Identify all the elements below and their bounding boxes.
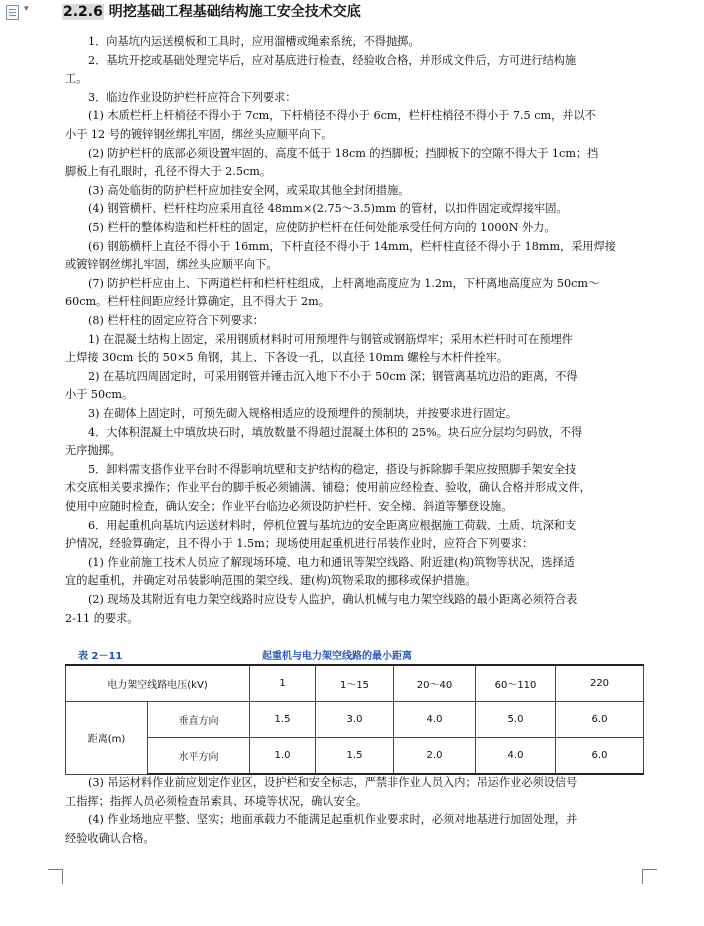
min-distance-table xyxy=(65,664,644,775)
voltage-cell: 1～15 xyxy=(316,665,394,702)
text-line: 无序抛掷。 xyxy=(65,444,121,458)
text-line: 宜的起重机，并确定对吊装影响范围的架空线、建(构)筑物采取的挪移或保护措施。 xyxy=(65,574,477,588)
value-cell: 2.0 xyxy=(394,738,476,775)
text-line: 工。 xyxy=(65,72,88,86)
text-line: 2-11 的要求。 xyxy=(65,611,139,625)
table-row xyxy=(66,738,644,775)
text-line: (1) 作业前施工技术人员应了解现场环境、电力和通讯等架空线路、附近建(构)筑物等状况，选择适 xyxy=(88,555,575,569)
value-cell: 5.0 xyxy=(476,702,556,738)
row-label-cell: 水平方向 xyxy=(148,738,250,775)
text-line: 4．大体积混凝土中填放块石时，填放数量不得超过混凝土体积的 25%。块石应分层均匀码放，不得 xyxy=(88,425,583,439)
voltage-cell: 20～40 xyxy=(394,665,476,702)
text-line: 脚板上有孔眼时，孔径不得大于 2.5cm。 xyxy=(65,165,272,179)
text-line: (4) 作业场地应平整、坚实；地面承载力不能满足起重机作业要求时，必须对地基进行加固处理，并 xyxy=(88,813,578,827)
text-line: 小于 50cm。 xyxy=(65,388,134,402)
text-line: 上焊接 30cm 长的 50×5 角钢，其上、下各设一孔，以直径 10mm 螺栓与木杆件拴牢。 xyxy=(65,351,509,365)
text-line: 小于 12 号的镀锌钢丝绑扎牢固，绑丝头应顺平向下。 xyxy=(65,128,333,141)
table-number: 表 2－11 xyxy=(78,651,123,662)
section-title: 明挖基础工程基础结构施工安全技术交底 xyxy=(108,4,361,20)
text-line: (4) 钢管横杆、栏杆柱均应采用直径 48mm×(2.75～3.5)mm 的管材，以扣件固定或焊接牢固。 xyxy=(88,202,568,216)
value-cell: 4.0 xyxy=(476,738,556,775)
voltage-cell: 220 xyxy=(556,665,644,702)
value-cell: 3.0 xyxy=(316,702,394,738)
text-line: 3) 在砌体上固定时，可预先砌入规格相适应的设预埋件的预制块，并按要求进行固定。 xyxy=(88,407,517,420)
text-line: 术交底相关要求操作；作业平台的脚手板必须铺满、铺稳；使用前应经检查、验收，确认合格并形成文件， xyxy=(65,481,591,495)
text-line: (3) 吊运材料作业前应划定作业区，设护栏和安全标志，严禁非作业人员入内；吊运作业必须设信号 xyxy=(88,776,578,789)
text-line: (7) 防护栏杆应由上、下两道栏杆和栏杆柱组成，上杆离地高度应为 1.2m，下杆离地高度应为 50cm～ xyxy=(88,276,600,290)
value-cell: 1.5 xyxy=(250,702,316,738)
section-number: 2.2.6 xyxy=(63,4,103,20)
text-line: 6．用起重机向基坑内运送材料时，停机位置与基坑边的安全距离应根据施工荷载、土质、坑深和支 xyxy=(88,518,577,532)
voltage-cell: 60～110 xyxy=(476,665,556,702)
text-line: 使用中应随时检查，确认安全；作业平台临边必须设防护栏杆、安全梯、斜道等攀登设施。 xyxy=(65,500,513,513)
text-line: 60cm。栏杆柱间距应经计算确定，且不得大于 2m。 xyxy=(65,295,330,309)
value-cell: 6.0 xyxy=(556,702,644,738)
value-cell: 4.0 xyxy=(394,702,476,738)
text-line: 经验收确认合格。 xyxy=(65,831,155,845)
collapse-arrow-icon[interactable]: ▾ xyxy=(24,4,29,14)
page-margin-mark xyxy=(642,869,657,884)
text-line: 5．卸料需支搭作业平台时不得影响坑壁和支护结构的稳定，搭设与拆除脚手架应按照脚手架安全技 xyxy=(88,462,577,476)
text-line: (3) 高处临街的防护栏杆应加挂安全网，或采取其他全封闭措施。 xyxy=(88,183,410,197)
text-line: (5) 栏杆的整体构造和栏杆柱的固定，应使防护栏杆在任何处能承受任何方向的 1000N 外力。 xyxy=(88,221,556,234)
row-label-cell: 垂直方向 xyxy=(148,702,250,738)
text-line: 或镀锌钢丝绑扎牢固，绑丝头应顺平向下。 xyxy=(65,258,278,272)
distance-group-cell: 距离(m) xyxy=(66,702,148,775)
text-line: (8) 栏杆柱的固定应符合下列要求： xyxy=(88,314,265,327)
text-line: 1．向基坑内运送模板和工具时，应用溜槽或绳索系统，不得抛掷。 xyxy=(88,35,420,48)
voltage-header-cell: 电力架空线路电压(kV) xyxy=(66,665,250,702)
document-icon xyxy=(6,5,19,20)
text-line: 工指挥；指挥人员必须检查吊索具、环境等状况，确认安全。 xyxy=(65,794,368,808)
section-heading xyxy=(62,2,361,22)
table-header-row xyxy=(66,665,644,702)
text-line: (2) 现场及其附近有电力架空线路时应设专人监护，确认机械与电力架空线路的最小距离必须符合表 xyxy=(88,593,578,606)
value-cell: 1.5 xyxy=(316,738,394,775)
text-line: 2) 在基坑四周固定时，可采用钢管并锤击沉入地下不小于 50cm 深；钢管离基坑边沿的距离，不得 xyxy=(88,369,578,383)
text-line: 护情况，经验算确定，且不得小于 1.5m；现场使用起重机进行吊装作业时，应符合下列要求： xyxy=(65,537,534,551)
text-line: 2．基坑开挖或基础处理完毕后，应对基底进行检查，经验收合格，并形成文件后，方可进行结构施 xyxy=(88,53,577,67)
voltage-cell: 1 xyxy=(250,665,316,702)
text-line: 3．临边作业设防护栏杆应符合下列要求： xyxy=(88,90,297,104)
text-line: (6) 钢筋横杆上直径不得小于 16mm，下杆直径不得小于 14mm，栏杆柱直径不得小于 18mm，采用焊接 xyxy=(88,239,616,253)
table-row xyxy=(66,702,644,738)
value-cell: 6.0 xyxy=(556,738,644,775)
table-title: 起重机与电力架空线路的最小距离 xyxy=(262,651,412,662)
value-cell: 1.0 xyxy=(250,738,316,775)
text-line: 1) 在混凝土结构上固定，采用钢质材料时可用预埋件与钢管或钢筋焊牢；采用木栏杆时可在预埋件 xyxy=(88,332,573,346)
text-line: (2) 防护栏杆的底部必须设置牢固的、高度不低于 18cm 的挡脚板；挡脚板下的空隙不得大于 1cm；挡 xyxy=(88,146,599,160)
page-margin-mark xyxy=(48,869,63,884)
text-line: (1) 木质栏杆上杆梢径不得小于 7cm，下杆梢径不得小于 6cm，栏杆柱梢径不得小于 7.5 cm，并以不 xyxy=(88,109,596,123)
